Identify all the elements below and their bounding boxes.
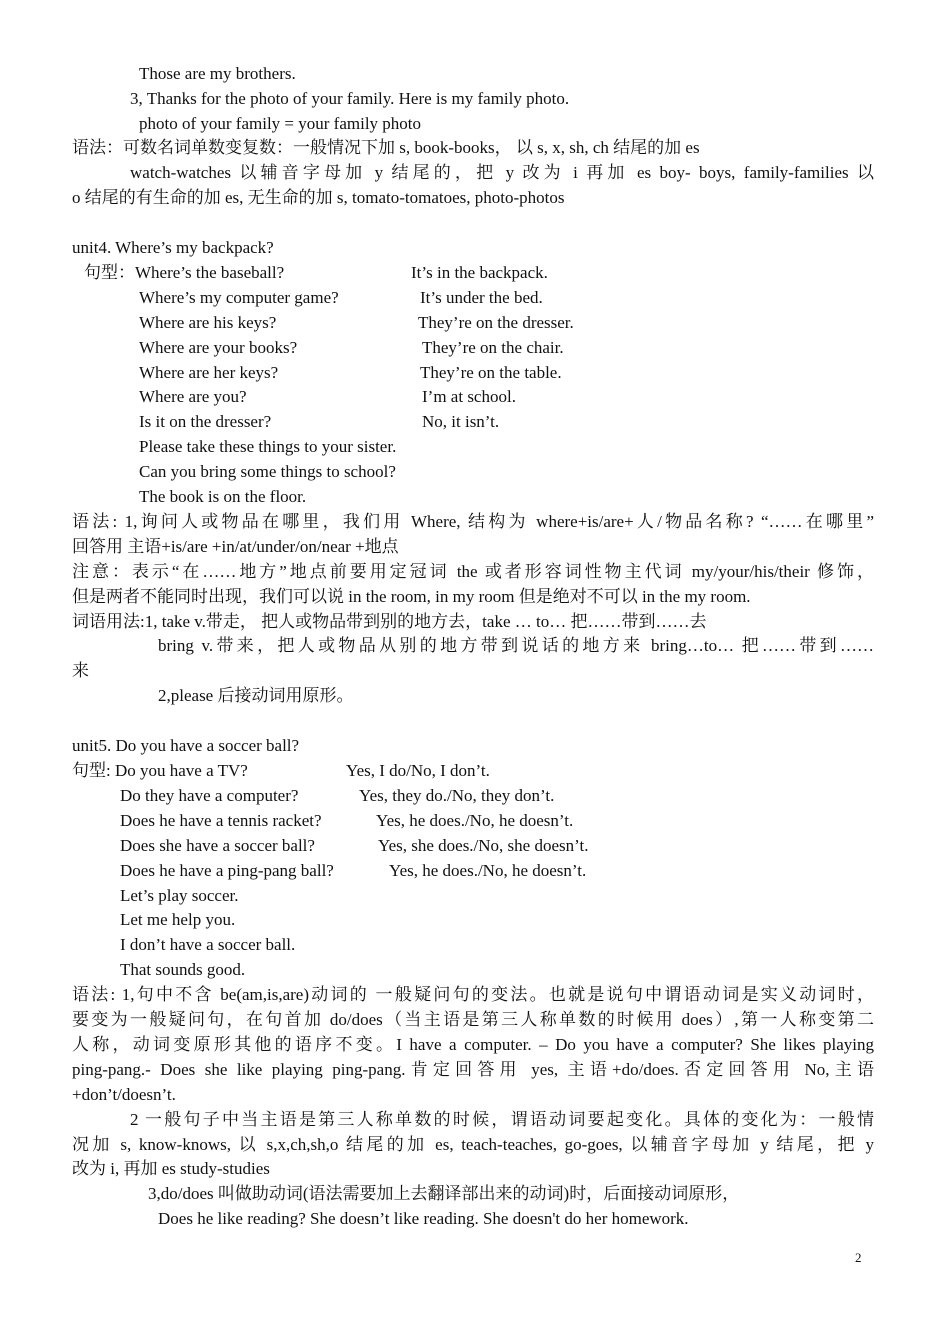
- text-line: Yes, she does./No, she doesn’t.: [378, 836, 589, 855]
- text-line: Can you bring some things to school?: [139, 462, 396, 481]
- text-line: 改为 i, 再加 es study-studies: [72, 1159, 270, 1178]
- text-line: 语法: 1,询问人或物品在哪里，我们用 Where, 结构为 where+is/are+人/物品名称? “……在哪里”: [72, 512, 874, 531]
- text-line: I’m at school.: [422, 387, 516, 406]
- text-line: 句型: Do you have a TV?: [72, 761, 248, 780]
- text-line: +don’t/doesn’t.: [72, 1085, 176, 1104]
- text-line: Where’s my computer game?: [139, 288, 339, 307]
- text-line: They’re on the chair.: [422, 338, 564, 357]
- text-line: That sounds good.: [120, 960, 246, 979]
- text-line: 语法：可数名词单数变复数：一般情况下加 s, book-books， 以 s, x, sh, ch 结尾的加 es: [72, 138, 700, 157]
- text-line: watch-watches 以辅音字母加 y 结尾的，把 y 改为 i 再加 es boy- boys, family-families 以: [130, 163, 874, 182]
- text-line: Where are his keys?: [139, 313, 277, 332]
- text-line: 况加 s, know-knows, 以 s,x,ch,sh,o 结尾的加 es, teach-teaches, go-goes, 以辅音字母加 y 结尾，把 y: [72, 1135, 874, 1154]
- text-line: Please take these things to your sister.: [139, 437, 397, 456]
- text-line: Where are you?: [139, 387, 247, 406]
- text-line: 句型：Where’s the baseball?: [84, 263, 285, 282]
- text-line: Does he like reading? She doesn’t like reading. She doesn't do her homework.: [158, 1209, 689, 1228]
- text-line: Yes, he does./No, he doesn’t.: [376, 811, 574, 830]
- text-line: The book is on the floor.: [139, 487, 307, 506]
- text-line: Yes, I do/No, I don’t.: [346, 761, 490, 780]
- text-line: o 结尾的有生命的加 es, 无生命的加 s, tomato-tomatoes, photo-photos: [72, 188, 565, 207]
- text-line: Where are her keys?: [139, 363, 279, 382]
- text-line: They’re on the dresser.: [418, 313, 574, 332]
- text-line: 2,please 后接动词用原形。: [158, 686, 354, 705]
- text-line: 注意：表示“在……地方”地点前要用定冠词 the 或者形容词性物主代词 my/your/his/their 修饰，: [72, 562, 874, 581]
- text-line: Does he have a tennis racket?: [120, 811, 322, 830]
- text-line: No, it isn’t.: [422, 412, 500, 431]
- text-line: Do they have a computer?: [120, 786, 299, 805]
- text-line: Does she have a soccer ball?: [120, 836, 315, 855]
- text-line: Yes, they do./No, they don’t.: [359, 786, 555, 805]
- text-line: 要变为一般疑问句，在句首加 do/does（当主语是第三人称单数的时候用 does）,第一人称变第二: [72, 1010, 874, 1029]
- text-line: 但是两者不能同时出现，我们可以说 in the room, in my room 但是绝对不可以 in the my room.: [72, 587, 751, 606]
- text-line: 2 一般句子中当主语是第三人称单数的时候，谓语动词要起变化。具体的变化为：一般情: [130, 1110, 874, 1129]
- text-line: It’s in the backpack.: [411, 263, 548, 282]
- text-line: ping-pang.- Does she like playing ping-pang.肯定回答用 yes, 主语+do/does.否定回答用 No,主语: [72, 1060, 874, 1079]
- page-number: 2: [855, 1250, 862, 1265]
- text-line: Let me help you.: [120, 910, 236, 929]
- text-line: It’s under the bed.: [420, 288, 543, 307]
- text-line: bring v.带来，把人或物品从别的地方带到说话的地方来 bring…to… 把……带到……: [158, 636, 874, 655]
- text-line: photo of your family = your family photo: [139, 114, 422, 133]
- text-line: 语法: 1,句中不含 be(am,is,are)动词的 一般疑问句的变法。也就是说句中谓语动词是实义动词时，: [72, 985, 874, 1004]
- text-line: Those are my brothers.: [139, 64, 296, 83]
- text-line: 回答用 主语+is/are +in/at/under/on/near +地点: [72, 537, 399, 556]
- section-heading-unit4: unit4. Where’s my backpack?: [72, 238, 274, 257]
- section-heading-unit5: unit5. Do you have a soccer ball?: [72, 736, 300, 755]
- text-line: 3, Thanks for the photo of your family. Here is my family photo.: [130, 89, 570, 108]
- text-line: 来: [72, 661, 89, 680]
- text-line: I don’t have a soccer ball.: [120, 935, 296, 954]
- text-line: 人称，动词变原形其他的语序不变。I have a computer. – Do you have a computer? She likes playing: [72, 1035, 874, 1054]
- text-line: Where are your books?: [139, 338, 298, 357]
- text-line: Is it on the dresser?: [139, 412, 272, 431]
- text-line: 词语用法:1, take v.带走， 把人或物品带到别的地方去，take … to… 把……带到……去: [72, 612, 707, 631]
- text-line: Does he have a ping-pang ball?: [120, 861, 334, 880]
- text-line: They’re on the table.: [420, 363, 562, 382]
- text-line: Yes, he does./No, he doesn’t.: [389, 861, 587, 880]
- text-line: Let’s play soccer.: [120, 886, 239, 905]
- text-line: 3,do/does 叫做助动词(语法需要加上去翻译部出来的动词)时，后面接动词原形，: [148, 1184, 740, 1203]
